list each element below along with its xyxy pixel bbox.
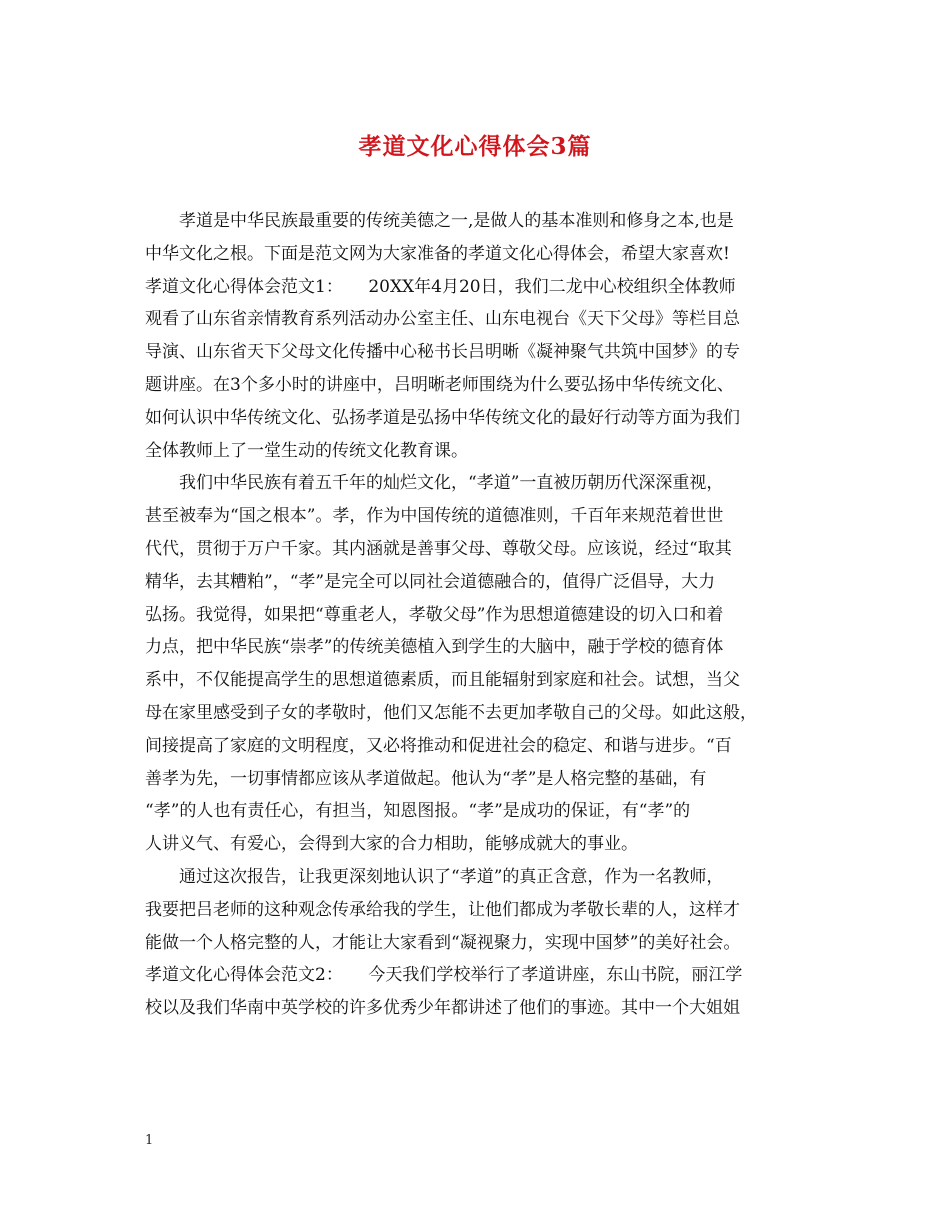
text-line: 通过这次报告，让我更深刻地认识了“孝道”的真正含意，作为一名教师， bbox=[179, 866, 724, 887]
text-line: 人讲义气、有爱心，会得到大家的合力相助，能够成就大的事业。 bbox=[145, 834, 638, 855]
text-line: “孝”的人也有责任心，有担当，知恩图报。“孝”是成功的保证，有“孝”的 bbox=[145, 801, 691, 822]
text-line: 观看了山东省亲情教育系列活动办公室主任、山东电视台《天下父母》等栏目总 bbox=[145, 309, 740, 330]
text-line: 甚至被奉为“国之根本”。孝，作为中国传统的道德准则，千百年来规范着世世 bbox=[145, 506, 724, 527]
text-line: 弘扬。我觉得，如果把“尊重老人，孝敬父母”作为思想道德建设的切入口和着 bbox=[145, 604, 724, 625]
text-line: 中华文化之根。下面是范文网为大家准备的孝道文化心得体会，希望大家喜欢! bbox=[145, 243, 730, 264]
text-line: 精华，去其糟粕”，“孝”是完全可以同社会道德融合的，值得广泛倡导，大力 bbox=[145, 571, 716, 592]
text-line: 力点，把中华民族“崇孝”的传统美德植入到学生的大脑中，融于学校的德育体 bbox=[145, 637, 724, 658]
text-line: 系中，不仅能提高学生的思想道德素质，而且能辐射到家庭和社会。试想，当父 bbox=[145, 670, 740, 691]
text-line: 校以及我们华南中英学校的许多优秀少年都讲述了他们的事迹。其中一个大姐姐 bbox=[145, 998, 740, 1019]
text-line: 我要把吕老师的这种观念传承给我的学生，让他们都成为孝敬长辈的人，这样才 bbox=[145, 899, 740, 920]
text-line: 我们中华民族有着五千年的灿烂文化，“孝道”一直被历朝历代深深重视， bbox=[179, 473, 724, 494]
text-line: 善孝为先，一切事情都应该从孝道做起。他认为“孝”是人格完整的基础，有 bbox=[145, 768, 707, 789]
text-line: 母在家里感受到子女的孝敬时，他们又怎能不去更加孝敬自己的父母。如此这般， bbox=[145, 702, 757, 723]
page-number: 1 bbox=[145, 1133, 154, 1148]
text-line: 题讲座。在3个多小时的讲座中，吕明晰老师围绕为什么要弘扬中华传统文化、 bbox=[145, 374, 734, 395]
text-line: 间接提高了家庭的文明程度，又必将推动和促进社会的稳定、和谐与进步。“百 bbox=[145, 735, 732, 756]
text-line: 如何认识中华传统文化、弘扬孝道是弘扬中华传统文化的最好行动等方面为我们 bbox=[145, 407, 740, 428]
text-line: 代代，贯彻于万户千家。其内涵就是善事父母、尊敬父母。应该说，经过“取其 bbox=[145, 538, 732, 559]
document-body bbox=[145, 205, 817, 1025]
text-line: 能做一个人格完整的人，才能让大家看到“凝视聚力，实现中国梦”的美好社会。 bbox=[145, 932, 741, 953]
text-line: 全体教师上了一堂生动的传统文化教育课。 bbox=[145, 440, 468, 461]
text-line: 孝道文化心得体会范文2： 今天我们学校举行了孝道讲座，东山书院，丽江学 bbox=[145, 965, 743, 986]
text-line: 孝道文化心得体会范文1： 20XX年4月20日，我们二龙中心校组织全体教师 bbox=[145, 276, 736, 297]
text-line: 孝道是中华民族最重要的传统美德之一,是做人的基本准则和修身之本,也是 bbox=[179, 211, 734, 231]
text-line: 导演、山东省天下父母文化传播中心秘书长吕明晰《凝神聚气共筑中国梦》的专 bbox=[145, 342, 740, 363]
document-title: 孝道文化心得体会3篇 bbox=[358, 133, 592, 160]
